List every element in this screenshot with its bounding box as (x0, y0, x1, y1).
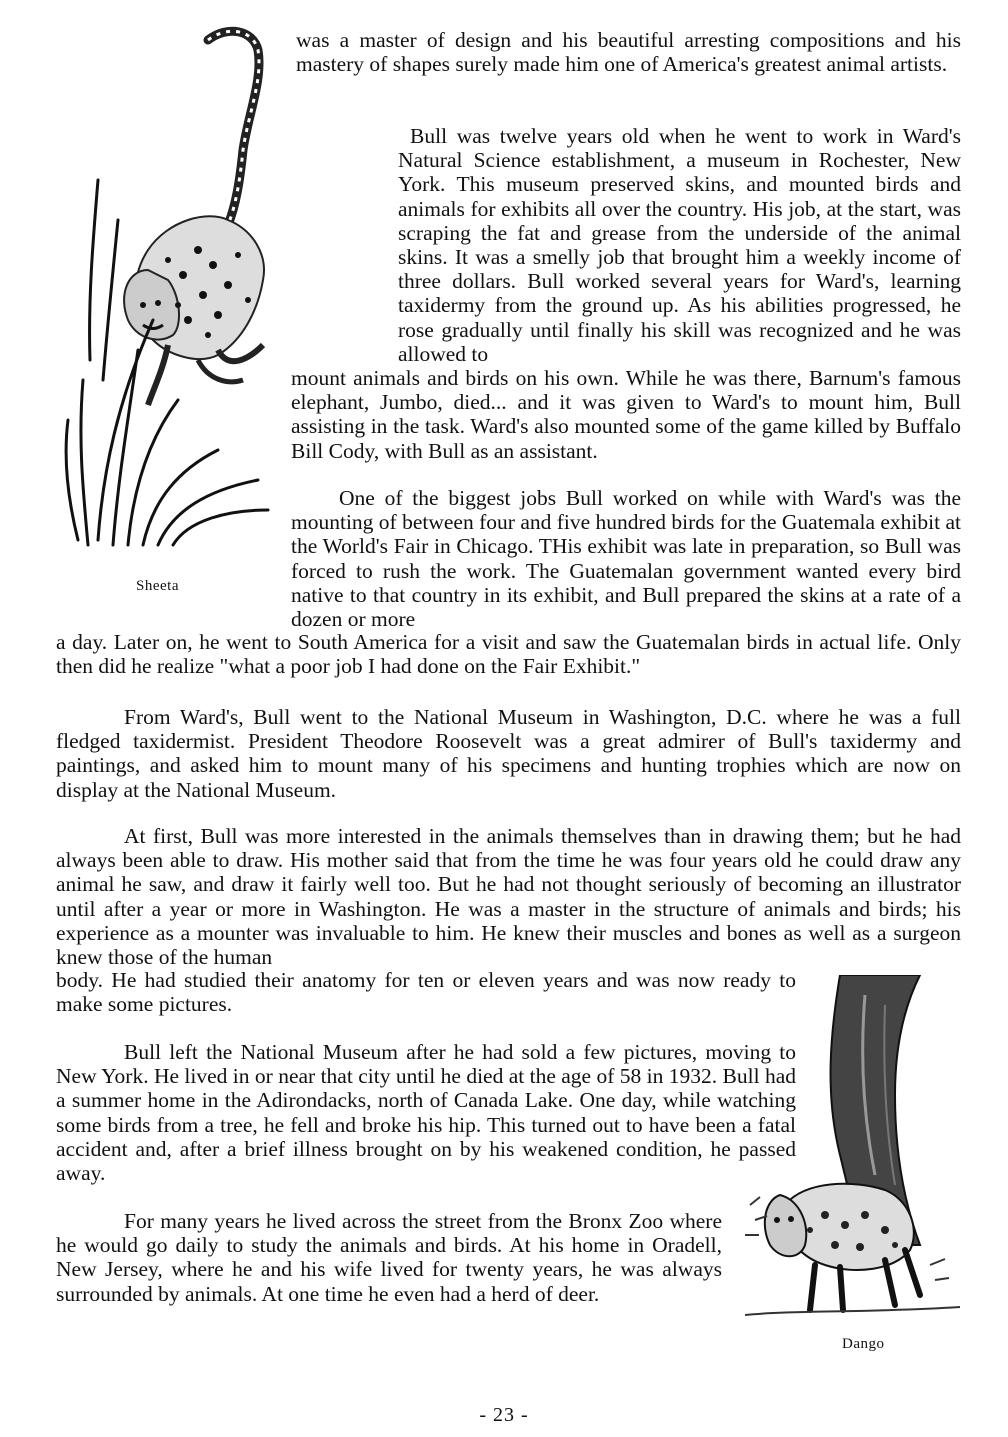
page-number: - 23 - (479, 1404, 529, 1426)
paragraph-5: At first, Bull was more interested in the animals themselves than in drawing them; but he had always been able to draw. His mother said that from the time he was four years old he could draw any animal he saw, and draw it fairly well too. But he had not thought seriously of becoming an illustrator until after a year or more in Washington. He was a master in the structure of animals and birds; his experience as a mounter was invaluable to him. He knew their muscles and bones as well as a surgeon knew those of the human (56, 824, 961, 970)
paragraph-4: From Ward's, Bull went to the National Museum in Washington, D.C. where he was a full fledged taxidermist. President Theodore Roosevelt was a great admirer of Bull's taxidermy and paintings, and asked him to mount many of his specimens and hunting trophies which are now on display at the National Museum. (56, 705, 961, 802)
paragraph-3: One of the biggest jobs Bull worked on while with Ward's was the mounting of between four and five hundred birds for the Guatemala exhibit at the World's Fair in Chicago. THis exhibit was late in preparation, so Bull was forced to rush the work. The Guatemalan government wanted every bird native to that country in its exhibit, and Bull prepared the skins at a rate of a dozen or more (291, 486, 961, 632)
caption-sheeta: Sheeta (136, 578, 179, 594)
leopard-drawing (58, 20, 288, 560)
caption-dango: Dango (842, 1336, 885, 1352)
paragraph-1: was a master of design and his beautiful arresting compositions and his mastery of shapes surely made him one of America's greatest animal artists. (296, 28, 961, 77)
sheeta-illustration (58, 20, 288, 560)
paragraph-2: Bull was twelve years old when he went to work in Ward's Natural Science establishment, a museum in Rochester, New York. This museum preserved skins, and mounted birds and animals for exhibits all over the country. His job, at the start, was scraping the fat and grease from the underside of the animal skins. It was a smelly job that brought him a weekly income of three dollars. Bull worked several years for Ward's, learning taxidermy from the ground up. As his abilities progressed, he rose gradually until finally his skill was recognized and he was allowed to (398, 124, 961, 366)
paragraph-3-continued: a day. Later on, he went to South America for a visit and saw the Guatemalan birds in actual life. Only then did he realize "what a poor job I had done on the Fair Exhibit." (56, 630, 961, 679)
paragraph-6: Bull left the National Museum after he had sold a few pictures, moving to New York. He lived in or near that city until he died at the age of 58 in 1932. Bull had a summer home in the Adirondacks, north of Canada Lake. One day, while watching some birds from a tree, he fell and broke his hip. This turned out to have been a fatal accident and, after a brief illness brought on by his weakened condition, he passed away. (56, 1040, 796, 1186)
paragraph-2-continued: mount animals and birds on his own. While he was there, Barnum's famous elephant, Jumbo, died... and it was given to Ward's to mount him, Bull assisting in the task. Ward's also mounted some of the game killed by Buffalo Bill Cody, with Bull as an assistant. (291, 366, 961, 463)
paragraph-7: For many years he lived across the street from the Bronx Zoo where he would go daily to study the animals and birds. At his home in Oradell, New Jersey, where he and his wife lived for twenty years, he was always surrounded by animals. At one time he even had a herd of deer. (56, 1209, 722, 1306)
paragraph-5-continued: body. He had studied their anatomy for ten or eleven years and was now ready to make some pictures. (56, 968, 796, 1017)
